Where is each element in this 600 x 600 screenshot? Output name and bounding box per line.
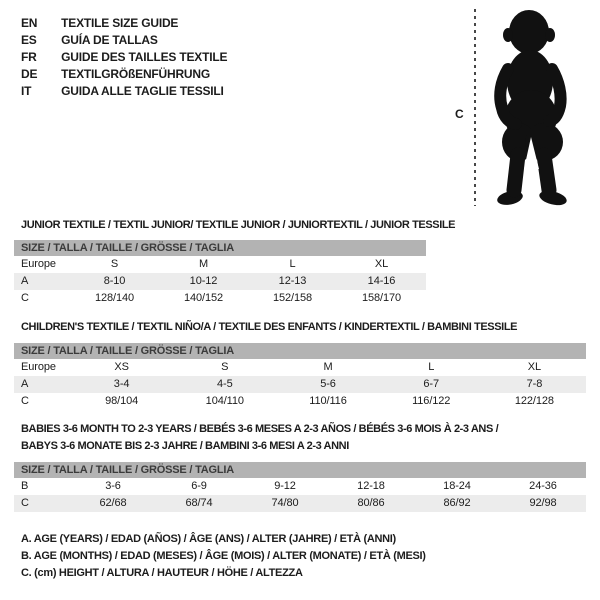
height-cell: 80/86 <box>357 497 385 509</box>
language-code: EN <box>21 16 38 30</box>
row-label: C <box>21 395 29 407</box>
legend-age-years: A. AGE (YEARS) / EDAD (AÑOS) / ÂGE (ANS) / ALTER (JAHRE) / ETÀ (ANNI) <box>21 533 396 545</box>
size-cell: L <box>428 361 435 373</box>
language-list <box>21 15 227 100</box>
table-row-europe <box>14 256 426 273</box>
children-size-table <box>14 343 586 410</box>
table-header-bar: SIZE / TALLA / TAILLE / GRÖSSE / TAGLIA <box>14 343 586 359</box>
table-row-height <box>14 393 586 410</box>
age-cell: 14-16 <box>367 275 396 287</box>
junior-size-table <box>14 240 426 307</box>
size-cell: S <box>110 258 119 270</box>
language-code: DE <box>21 67 38 81</box>
size-cell: XS <box>114 361 129 373</box>
language-code: IT <box>21 84 32 98</box>
row-label: Europe <box>21 258 56 270</box>
row-label: A <box>21 378 29 390</box>
height-cell: 74/80 <box>271 497 299 509</box>
language-row <box>21 66 227 83</box>
height-cell: 116/122 <box>412 395 451 407</box>
table-row-height <box>14 290 426 307</box>
language-row <box>21 49 227 66</box>
age-cell: 10-12 <box>189 275 218 287</box>
height-measure-label: C <box>455 107 464 121</box>
table-header-bar: SIZE / TALLA / TAILLE / GRÖSSE / TAGLIA <box>14 240 426 256</box>
months-cell: 3-6 <box>105 480 121 492</box>
height-cell: 86/92 <box>443 497 471 509</box>
height-cell: 104/110 <box>205 395 244 407</box>
age-cell: 12-13 <box>278 275 307 287</box>
language-row <box>21 32 227 49</box>
table-row-age <box>14 273 426 290</box>
height-dashed-line <box>474 9 476 206</box>
size-cell: XL <box>527 361 542 373</box>
months-cell: 12-18 <box>357 480 385 492</box>
height-cell: 68/74 <box>185 497 213 509</box>
language-label: GUÍA DE TALLAS <box>61 33 158 47</box>
size-cell: M <box>198 258 209 270</box>
size-cell: M <box>323 361 333 373</box>
language-code: FR <box>21 50 37 64</box>
language-label: TEXTILE SIZE GUIDE <box>61 16 179 30</box>
size-cell: S <box>221 361 229 373</box>
size-cell: L <box>289 258 296 270</box>
height-cell: 122/128 <box>514 395 554 407</box>
height-cell: 98/104 <box>105 395 139 407</box>
height-cell: 140/152 <box>183 292 224 304</box>
row-label: C <box>21 497 29 509</box>
row-label: B <box>21 480 29 492</box>
table-row-age <box>14 376 586 393</box>
row-label: A <box>21 275 29 287</box>
height-cell: 152/158 <box>272 292 313 304</box>
height-cell: 62/68 <box>99 497 127 509</box>
legend-age-months: B. AGE (MONTHS) / EDAD (MESES) / ÂGE (MOIS) / ALTER (MONATE) / ETÀ (MESI) <box>21 550 426 562</box>
table-header-bar: SIZE / TALLA / TAILLE / GRÖSSE / TAGLIA <box>14 462 586 478</box>
language-label: GUIDA ALLE TAGLIE TESSILI <box>61 84 224 98</box>
section-title-children: CHILDREN'S TEXTILE / TEXTIL NIÑO/A / TEXTILE DES ENFANTS / KINDERTEXTIL / BAMBINI TESSILE <box>21 321 518 333</box>
height-cell: 92/98 <box>529 497 557 509</box>
height-cell: 158/170 <box>361 292 402 304</box>
toddler-silhouette-icon <box>483 9 579 207</box>
months-cell: 24-36 <box>529 480 557 492</box>
legend-height: C. (cm) HEIGHT / ALTURA / HAUTEUR / HÖHE / ALTEZZA <box>21 567 303 579</box>
age-cell: 4-5 <box>217 378 233 390</box>
language-code: ES <box>21 33 37 47</box>
table-row-europe <box>14 359 586 376</box>
months-cell: 18-24 <box>443 480 471 492</box>
section-title-babies-line1: BABIES 3-6 MONTH TO 2-3 YEARS / BEBÉS 3-6 MESES A 2-3 AÑOS / BÉBÉS 3-6 MOIS À 2-3 ANS / <box>21 423 499 435</box>
months-cell: 6-9 <box>191 480 207 492</box>
age-cell: 8-10 <box>103 275 126 287</box>
row-label: Europe <box>21 361 56 373</box>
section-title-junior: JUNIOR TEXTILE / TEXTIL JUNIOR/ TEXTILE JUNIOR / JUNIORTEXTIL / JUNIOR TESSILE <box>21 219 456 231</box>
babies-size-table <box>14 462 586 512</box>
language-row <box>21 83 227 100</box>
height-cell: 128/140 <box>94 292 135 304</box>
age-cell: 3-4 <box>113 378 130 390</box>
height-cell: 110/116 <box>309 395 347 407</box>
table-row-height <box>14 495 586 512</box>
language-label: TEXTILGRÖßENFÜHRUNG <box>61 67 211 81</box>
age-cell: 6-7 <box>423 378 440 390</box>
language-label: GUIDE DES TAILLES TEXTILE <box>61 50 228 64</box>
language-row <box>21 15 227 32</box>
section-title-babies-line2: BABYS 3-6 MONATE BIS 2-3 JAHRE / BAMBINI 3-6 MESI A 2-3 ANNI <box>21 440 349 452</box>
table-row-months <box>14 478 586 495</box>
size-cell: XL <box>374 258 389 270</box>
age-cell: 7-8 <box>526 378 543 390</box>
row-label: C <box>21 292 29 304</box>
months-cell: 9-12 <box>274 480 296 492</box>
age-cell: 5-6 <box>320 378 336 390</box>
